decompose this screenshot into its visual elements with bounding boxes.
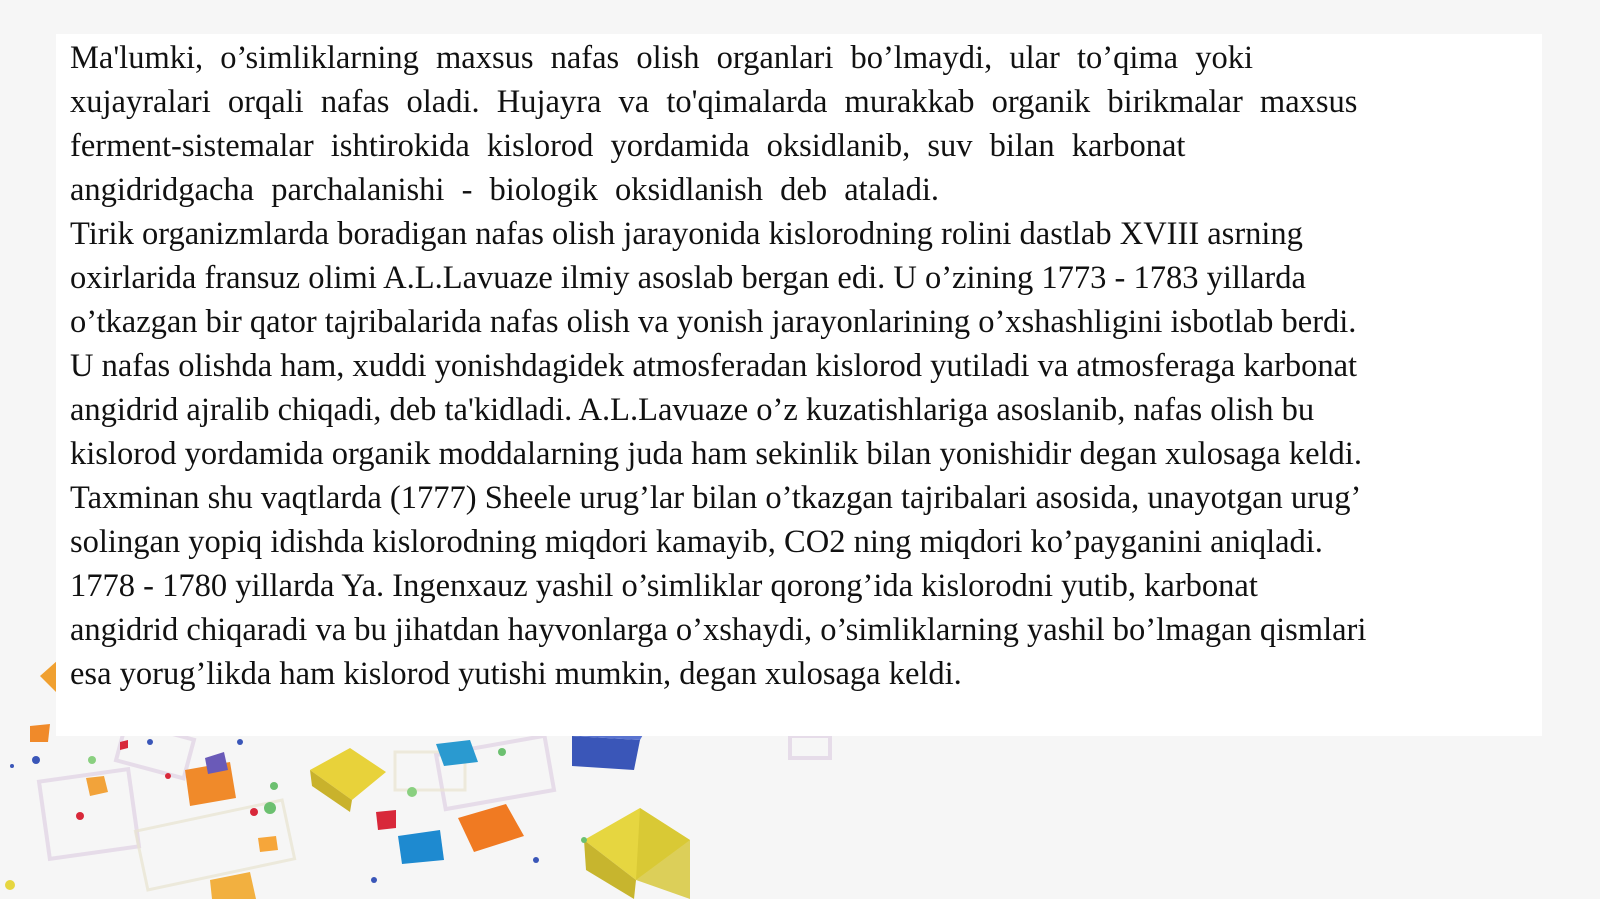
text-line: Taxminan shu vaqtlarda (1777) Sheele urug’lar bilan o’tkazgan tajribalari asosida, unayotgan urug’ (70, 480, 1362, 516)
text-line: Ma'lumki, o’simliklarning maxsus nafas olish organlari bo’lmaydi, ular to’qima yoki (70, 40, 1253, 76)
text-line: esa yorug’likda ham kislorod yutishi mumkin, degan xulosaga keldi. (70, 656, 962, 692)
text-line: oxirlarida fransuz olimi A.L.Lavuaze ilmiy asoslab bergan edi. U o’zining 1773 - 1783 yillarda (70, 260, 1306, 296)
text-line: angidridgacha parchalanishi - biologik oksidlanish deb ataladi. (70, 172, 939, 208)
text-line: ferment-sistemalar ishtirokida kislorod yordamida oksidlanib, suv bilan karbonat (70, 128, 1186, 164)
text-line: kislorod yordamida organik moddalarning juda ham sekinlik bilan yonishidir degan xulosaga keldi. (70, 436, 1362, 472)
text-line: o’tkazgan bir qator tajribalarida nafas olish va yonish jarayonlarining o’xshashligini isbotlab berdi. (70, 304, 1357, 340)
text-line: xujayralari orqali nafas oladi. Hujayra va to'qimalarda murakkab organik birikmalar maxsus (70, 84, 1358, 120)
text-line: U nafas olishda ham, xuddi yonishdagidek atmosferadan kislorod yutiladi va atmosferaga karbonat (70, 348, 1358, 384)
body-paragraph (70, 36, 1540, 696)
text-line: Tirik organizmlarda boradigan nafas olish jarayonida kislorodning rolini dastlab XVIII asrning (70, 216, 1303, 252)
text-line: angidrid chiqaradi va bu jihatdan hayvonlarga o’xshaydi, o’simliklarning yashil bo’lmagan qismlari (70, 612, 1367, 648)
text-line: solingan yopiq idishda kislorodning miqdori kamayib, CO2 ning miqdori ko’payganini aniqladi. (70, 524, 1323, 560)
text-line: angidrid ajralib chiqadi, deb ta'kidladi. A.L.Lavuaze o’z kuzatishlariga asoslanib, nafas olish bu (70, 392, 1315, 428)
text-line: 1778 - 1780 yillarda Ya. Ingenxauz yashil o’simliklar qorong’ida kislorodni yutib, karbonat (70, 568, 1258, 604)
